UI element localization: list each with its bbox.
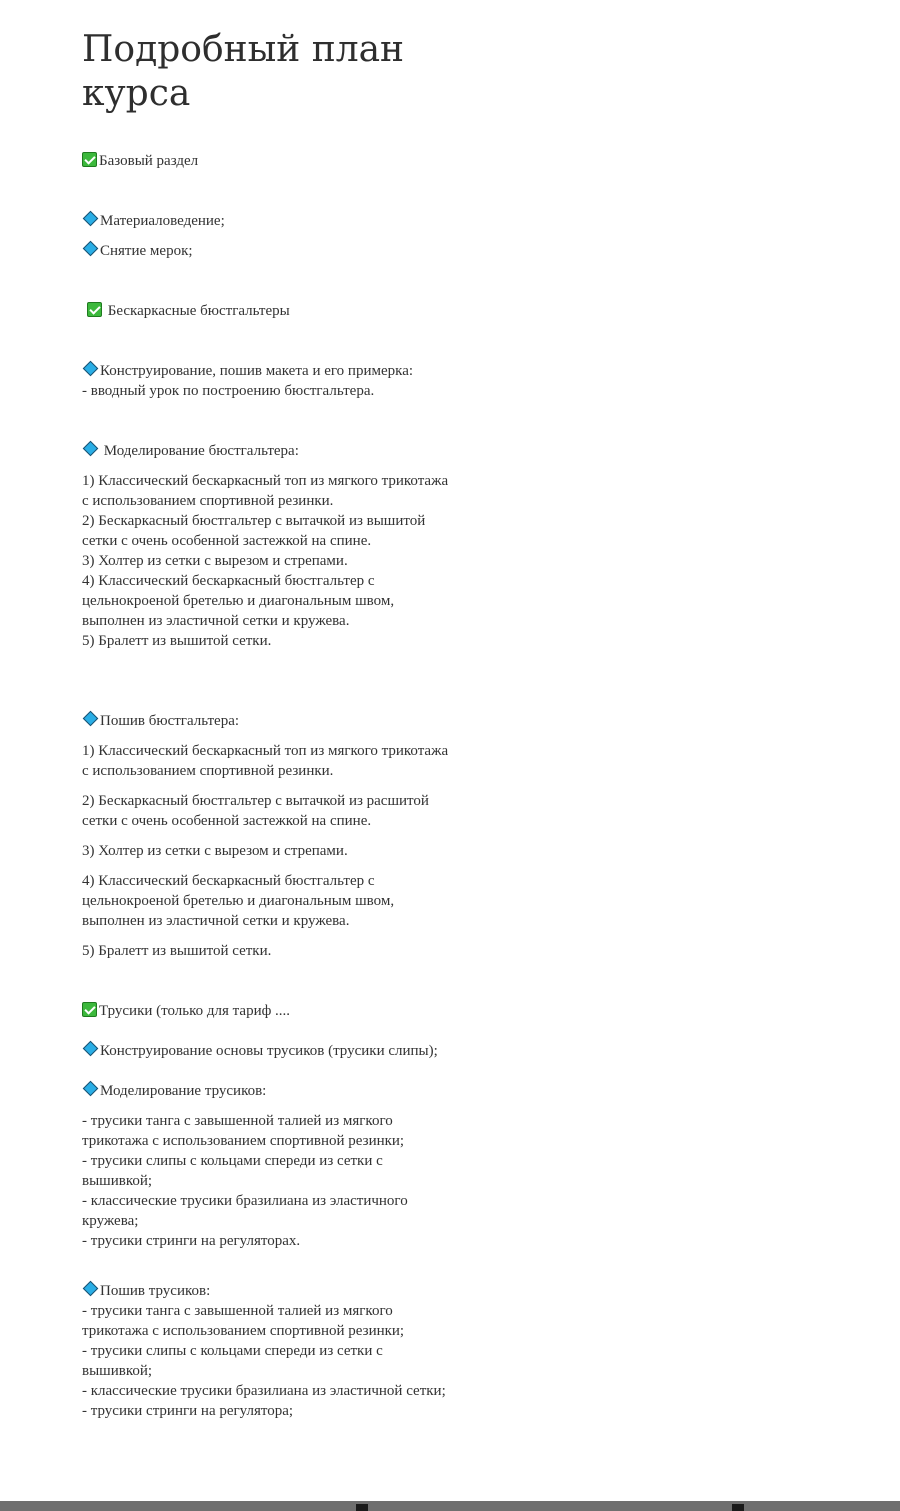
sewing-bra-item: 5) Бралетт из вышитой сетки. (82, 943, 272, 959)
list-item: Снятие мерок; (82, 241, 193, 261)
list-item: Моделирование бюстгальтера: (82, 441, 299, 461)
diamond-icon (83, 711, 99, 727)
sewing-bra-item: 4) Классический бескаркасный бюстгальтер с цельнокроеной бретелью и диагональным швом, выполнен из эластичной сетки и кружева. (82, 873, 395, 929)
diamond-icon (83, 441, 99, 457)
list-item: Материаловедение; (82, 211, 225, 231)
section-basic: Базовый раздел (82, 151, 198, 171)
diamond-icon (83, 211, 99, 227)
diamond-icon (83, 361, 99, 377)
diamond-icon (83, 1041, 99, 1057)
sewing-bra-item: 3) Холтер из сетки с вырезом и стрепами. (82, 843, 348, 859)
list-item: Моделирование трусиков: (82, 1081, 266, 1101)
check-icon (82, 1002, 97, 1017)
page-title: Подробный план курса (82, 29, 405, 114)
section-panties: Трусики (только для тариф .... (82, 1001, 290, 1021)
check-icon (87, 302, 102, 317)
bottom-toolbar (0, 1501, 900, 1511)
list-item-sub: - вводный урок по построению бюстгальтера. (82, 383, 375, 399)
modeling-bra-list: 1) Классический бескаркасный топ из мягкого трикотажа с использованием спортивной резинки. 2) Бескаркасный бюстгальтер с вытачкой из вышитой сетки с очень особенной застежкой на спине. 3) Холтер из сетки с вырезом и стрепами. 4) Классический бескаркасный бюстгальтер с цельнокроеной бретелью и диагональным швом, выполнен из эластичной сетки и кружева. 5) Бралетт из вышитой сетки. (82, 473, 449, 649)
list-item: Пошив бюстгальтера: (82, 711, 239, 731)
diamond-icon (83, 1281, 99, 1297)
sewing-bra-item: 1) Классический бескаркасный топ из мягкого трикотажа с использованием спортивной резинки. (82, 743, 449, 779)
panties-modeling-list: - трусики танга с завышенной талией из мягкого трикотажа с использованием спортивной резинки; - трусики слипы с кольцами спереди из сетки с вышивкой; - классические трусики бразилиана из эластичного кружева; - трусики стринги на регуляторах. (82, 1113, 408, 1249)
toolbar-mark (356, 1504, 368, 1511)
diamond-icon (83, 1081, 99, 1097)
toolbar-mark (732, 1504, 744, 1511)
list-item: Конструирование основы трусиков (трусики слипы); (82, 1041, 438, 1061)
check-icon (82, 152, 97, 167)
diamond-icon (83, 241, 99, 257)
sewing-bra-item: 2) Бескаркасный бюстгальтер с вытачкой из расшитой сетки с очень особенной застежкой на спине. (82, 793, 429, 829)
list-item: Пошив трусиков: (82, 1281, 210, 1301)
panties-sewing-list: - трусики танга с завышенной талией из мягкого трикотажа с использованием спортивной резинки; - трусики слипы с кольцами спереди из сетки с вышивкой; - классические трусики бразилиана из эластичной сетки; - трусики стринги на регулятора; (82, 1303, 446, 1419)
section-wireless-bras: Бескаркасные бюстгальтеры (87, 301, 290, 321)
list-item: Конструирование, пошив макета и его примерка: (82, 361, 413, 381)
